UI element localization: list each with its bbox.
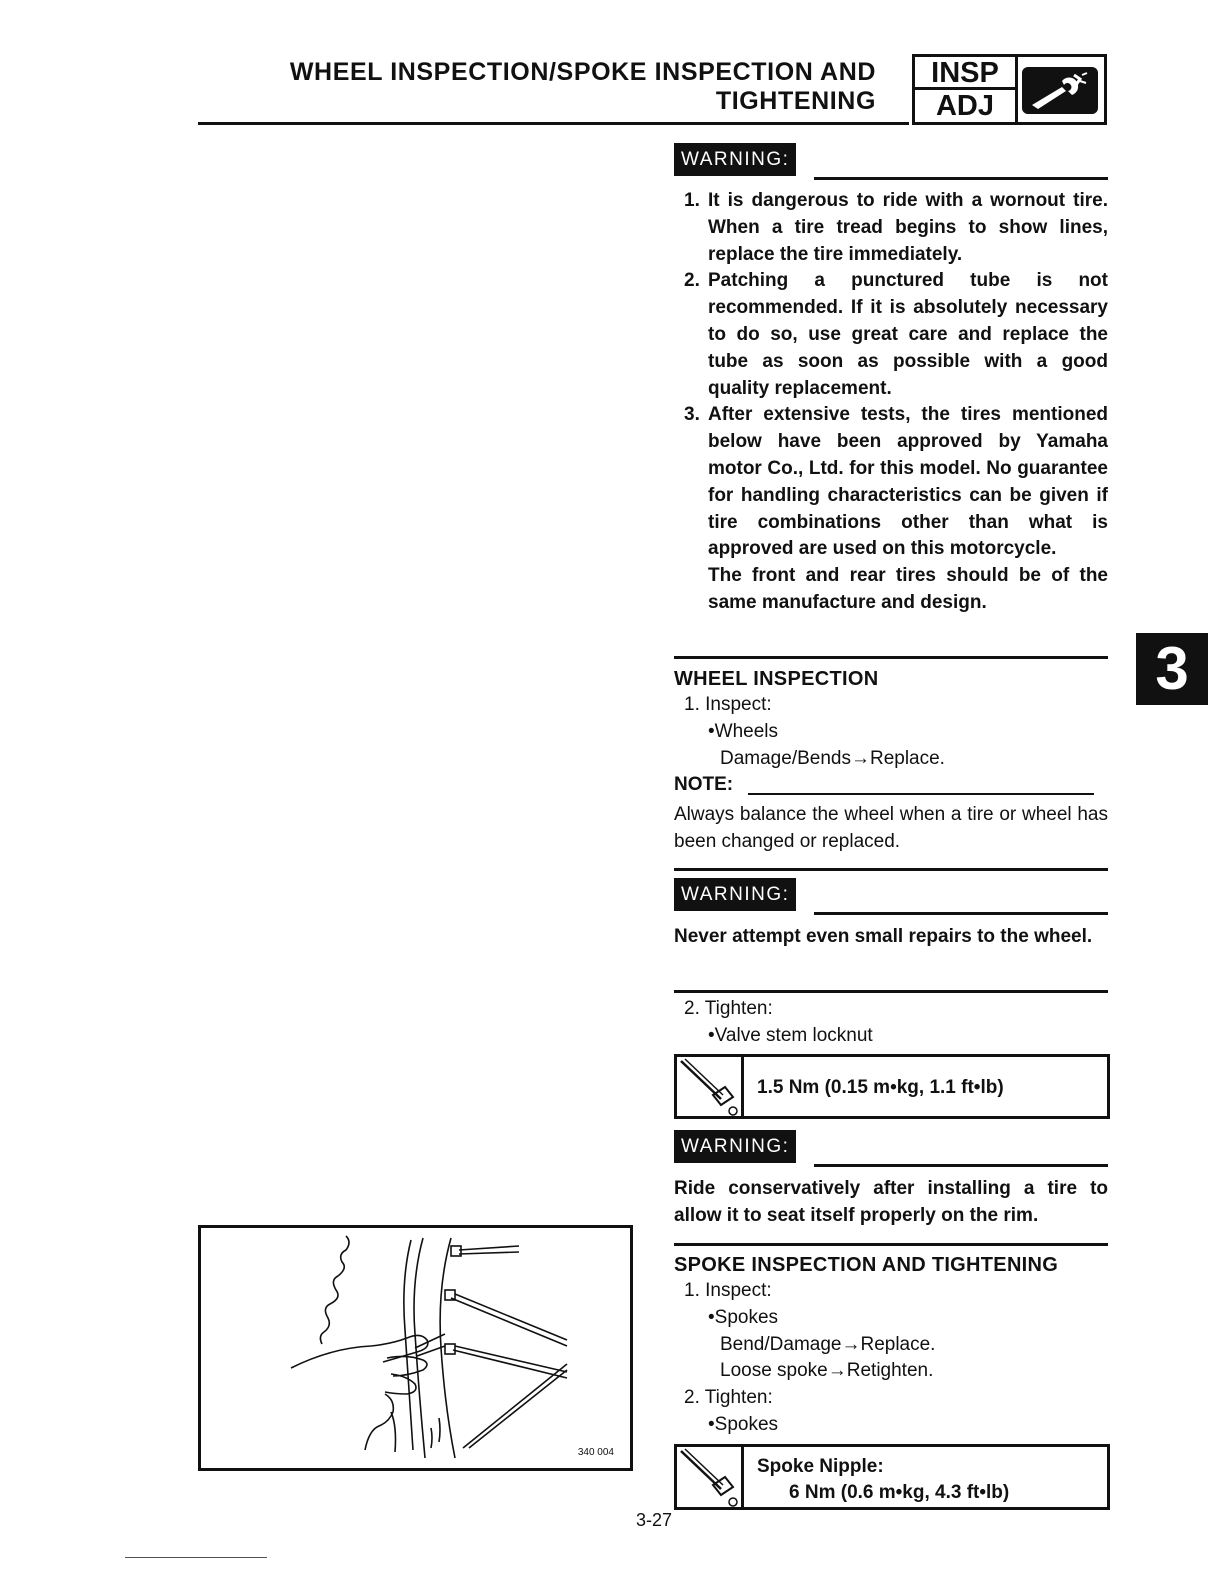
page-title: [200, 58, 876, 116]
warning-list-1: [674, 188, 1108, 617]
chapter-tab: 3: [1136, 633, 1208, 705]
step-text: 1. Inspect:: [684, 694, 772, 715]
badge-text-cell: [915, 57, 1018, 122]
section-badge: [912, 54, 1107, 125]
list-text: Patching a punctured tube is not recommended. If it is absolutely necessary to do so, use great care and replace the tube as soon as possible with a good quality replacement.: [708, 270, 1108, 399]
section-rule: [674, 868, 1108, 871]
list-item: [674, 268, 1108, 402]
figure-code: 340 004: [577, 1447, 614, 1458]
section-rule: [674, 990, 1108, 993]
torque-label: Spoke Nipple:: [757, 1456, 884, 1477]
page-title-line2: TIGHTENING: [715, 87, 876, 115]
note-label: NOTE:: [674, 774, 734, 796]
footer-link-line: [125, 1557, 267, 1558]
hand-spoke-drawing: [201, 1228, 630, 1468]
warning-line: [814, 912, 1108, 915]
bullet-text: •Spokes: [708, 1306, 779, 1328]
torque-value: 6 Nm (0.6 m•kg, 4.3 ft•lb): [789, 1482, 1010, 1503]
warning-header-1: [674, 143, 1108, 176]
step-text: 2. Tighten:: [684, 1387, 773, 1409]
section-rule: [674, 656, 1108, 659]
warning-header-3: [674, 1130, 1108, 1163]
wheel-tighten-steps: [674, 996, 1108, 1050]
note-text: Always balance the wheel when a tire or wheel has been changed or replaced.: [674, 804, 1108, 853]
list-number: 3.: [684, 404, 700, 426]
spoke-illustration: [198, 1225, 633, 1471]
warning-label: WARNING:: [674, 1130, 796, 1163]
note-line: [748, 793, 1094, 795]
torque-box-valve: [674, 1054, 1110, 1119]
step-text: 1. Inspect:: [684, 1280, 772, 1301]
warning-header-2: [674, 878, 1108, 911]
warning-line: [814, 177, 1108, 180]
action-text: Loose spoke→Retighten.: [720, 1360, 934, 1382]
warning-label: WARNING:: [674, 878, 796, 911]
warning-extra-text: The front and rear tires should be of the same manufacture and design.: [708, 565, 1108, 613]
warning-line: [814, 1164, 1108, 1167]
list-text: It is dangerous to ride with a wornout tire. When a tire tread begins to show lines, replace the tire immediately.: [708, 190, 1108, 265]
torque-box-spoke: [674, 1444, 1110, 1510]
warning-text-2: Never attempt even small repairs to the wheel.: [674, 926, 1093, 947]
bullet-text: •Valve stem locknut: [708, 1024, 873, 1046]
header-rule: [198, 122, 909, 125]
list-number: 1.: [684, 190, 700, 211]
wrench-icon: [1022, 67, 1098, 114]
list-item: [674, 188, 1108, 268]
torque-wrench-icon: [677, 1447, 744, 1507]
torque-value: 1.5 Nm (0.15 m•kg, 1.1 ft•lb): [757, 1077, 1004, 1098]
list-number: 2.: [684, 270, 700, 292]
bullet-text: •Wheels: [708, 720, 779, 742]
bullet-text: •Spokes: [708, 1413, 779, 1435]
torque-wrench-icon: [677, 1057, 744, 1116]
list-text: After extensive tests, the tires mentioned below have been approved by Yamaha motor Co., Ltd. for this model. No guarantee for handling characteristics can be given if tire combinations other than what is approved are used on this motorcycle.: [708, 404, 1108, 560]
step-text: 2. Tighten:: [684, 998, 773, 1019]
warning-text-3: Ride conservatively after installing a tire to allow it to seat itself properly on the rim.: [674, 1178, 1108, 1226]
section-heading: WHEEL INSPECTION: [674, 668, 879, 690]
section-heading: SPOKE INSPECTION AND TIGHTENING: [674, 1254, 1059, 1276]
warning-label: WARNING:: [674, 143, 796, 176]
wheel-inspection-section: [674, 666, 1108, 856]
action-text: Damage/Bends→Replace.: [720, 747, 945, 769]
badge-adj: ADJ: [935, 90, 994, 122]
page-number: 3-27: [636, 1510, 673, 1530]
spoke-inspection-section: [674, 1252, 1108, 1439]
list-item: [674, 402, 1108, 563]
section-rule: [674, 1243, 1108, 1246]
action-text: Bend/Damage→Replace.: [720, 1333, 936, 1355]
badge-insp: INSP: [915, 57, 1015, 90]
page-title-line1: WHEEL INSPECTION/SPOKE INSPECTION AND: [289, 58, 876, 86]
